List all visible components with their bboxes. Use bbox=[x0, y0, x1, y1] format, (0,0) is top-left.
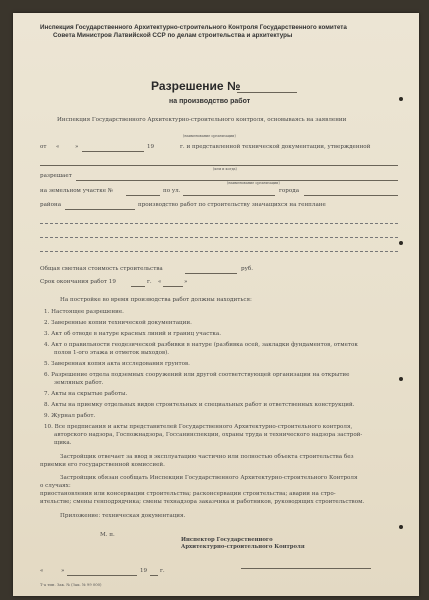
footer-month-line bbox=[67, 575, 137, 576]
cost-label: Общая сметная стоимость строительства bbox=[40, 266, 163, 272]
approved-by-line bbox=[40, 165, 398, 166]
district-line bbox=[65, 209, 135, 210]
city-label: города bbox=[279, 188, 300, 194]
city-line bbox=[304, 195, 398, 196]
docs-item: 5. Заверенная копия акта исследования грунтов. bbox=[44, 361, 190, 367]
hint-organization: (наименование организации) bbox=[183, 134, 236, 138]
notify-para-cont: ительстве; смены генподрядчика; смены технадзора заказчика и работников, руководящих строительством. bbox=[40, 499, 365, 505]
punch-hole bbox=[399, 241, 403, 245]
docs-item: 6. Разрешение отдела подземных сооружений или другой соответствующей организации на открытие bbox=[44, 372, 350, 378]
street-label: по ул. bbox=[163, 188, 181, 194]
deadline-label: Срок окончания работ 19 bbox=[40, 279, 116, 285]
date-month-line bbox=[82, 151, 144, 152]
docs-item: 9. Журнал работ. bbox=[44, 413, 96, 419]
permit-document bbox=[13, 13, 419, 596]
header-line-2: Совета Министров Латвийской ССР по делам строительства и архитектуры bbox=[53, 32, 293, 39]
document-subtitle: на производство работ bbox=[169, 98, 251, 105]
works-line-3 bbox=[40, 251, 398, 252]
punch-hole bbox=[399, 97, 403, 101]
inspector-title-cont: Архитектурно-строительного Контроля bbox=[181, 544, 305, 550]
footer-quote-close: » bbox=[61, 568, 65, 574]
notify-para-cont: о случаях: bbox=[40, 483, 71, 489]
docs-item: 1. Настоящее разрешение. bbox=[44, 309, 124, 315]
district-rest: производство работ по строительству значащихся на генплане bbox=[138, 202, 326, 208]
plot-line bbox=[126, 195, 160, 196]
cost-line bbox=[185, 273, 237, 274]
works-line-1 bbox=[40, 223, 398, 224]
docs-item: 4. Акт о правильности геодезической разбивки в натуре (разбивка осей, закладки фундаментов, отметок bbox=[44, 342, 358, 348]
docs-item: 10. Все предписания и акты представителей Государственного Архитектурно-строительного контроля, bbox=[44, 424, 353, 430]
docs-item: 3. Акт об отводе в натуре красных линий и границ участка. bbox=[44, 331, 222, 337]
hint-whom: (кем и когда) bbox=[213, 167, 237, 171]
deadline-g: г. bbox=[147, 279, 152, 285]
stamp-place: М. п. bbox=[100, 532, 115, 538]
cost-unit: руб. bbox=[241, 266, 254, 272]
print-mark: Т-а тип. Зак. № (Зак. № 99 000) bbox=[40, 582, 102, 587]
document-title: Разрешение № bbox=[151, 79, 241, 93]
allows-label: разрешает bbox=[40, 173, 72, 179]
docs-item: 8. Акты на приемку отдельных видов строительных и специальных работ и ответственных конструкций. bbox=[44, 402, 355, 408]
date-year-label: 19 bbox=[147, 144, 155, 150]
plot-label: на земельном участке № bbox=[40, 188, 114, 194]
street-line bbox=[183, 195, 275, 196]
works-line-2 bbox=[40, 237, 398, 238]
date-from-label: от bbox=[40, 144, 47, 150]
responsibility-para: Застройщик отвечает за ввод в эксплуатацию частично или полностью объекта строительства без bbox=[60, 454, 354, 460]
permit-number-line bbox=[237, 92, 297, 93]
date-rest-text: г. и представленной технической документации, утвержденной bbox=[180, 144, 371, 150]
footer-year: 19 bbox=[140, 568, 148, 574]
intro-text: Инспекция Государственного Архитектурно-строительного контроля, основываясь на заявлении bbox=[57, 117, 347, 123]
docs-item-cont: земляных работ. bbox=[54, 380, 104, 386]
punch-hole bbox=[399, 377, 403, 381]
docs-item: 7. Акты на скрытые работы. bbox=[44, 391, 128, 397]
deadline-year-line bbox=[131, 286, 145, 287]
punch-hole bbox=[399, 525, 403, 529]
docs-item-cont: полов 1-ого этажа и отметок выходов). bbox=[54, 350, 170, 356]
inspector-title: Инспектор Государственного bbox=[181, 537, 273, 543]
signature-line bbox=[241, 568, 371, 569]
docs-item-cont: авторского надзора, Госпожнадзора, Госсанинспекции, охраны труда и технического надзора застрой- bbox=[54, 432, 363, 438]
notify-para-cont: приостановления или консервации строительства; расконсервации строительства; аварии на стро- bbox=[40, 491, 336, 497]
notify-para: Застройщик обязан сообщать Инспекции Государственного Архитектурно-строительного Контроля bbox=[60, 475, 358, 481]
docs-item-cont: щика. bbox=[54, 440, 72, 446]
docs-item: 2. Заверенные копии технической документации. bbox=[44, 320, 192, 326]
deadline-day-line bbox=[163, 286, 183, 287]
deadline-quote-close: » bbox=[184, 279, 188, 285]
appendix-text: Приложение: техническая документация. bbox=[60, 513, 186, 519]
footer-g: г. bbox=[160, 568, 165, 574]
footer-quote-open: « bbox=[40, 568, 44, 574]
responsibility-para-cont: приемки его государственной комиссией. bbox=[40, 462, 165, 468]
footer-year-line bbox=[150, 575, 158, 576]
hint-organization-2: (наименование организации) bbox=[227, 181, 280, 185]
date-quote-close: » bbox=[75, 144, 79, 150]
docs-heading: На постройке во время производства работ должны находиться: bbox=[60, 297, 252, 303]
district-label: района bbox=[40, 202, 62, 208]
date-quote-open: « bbox=[56, 144, 60, 150]
deadline-quote-open: « bbox=[158, 279, 162, 285]
header-line-1: Инспекция Государственного Архитектурно-строительного Контроля Государственного комитета bbox=[40, 24, 347, 31]
